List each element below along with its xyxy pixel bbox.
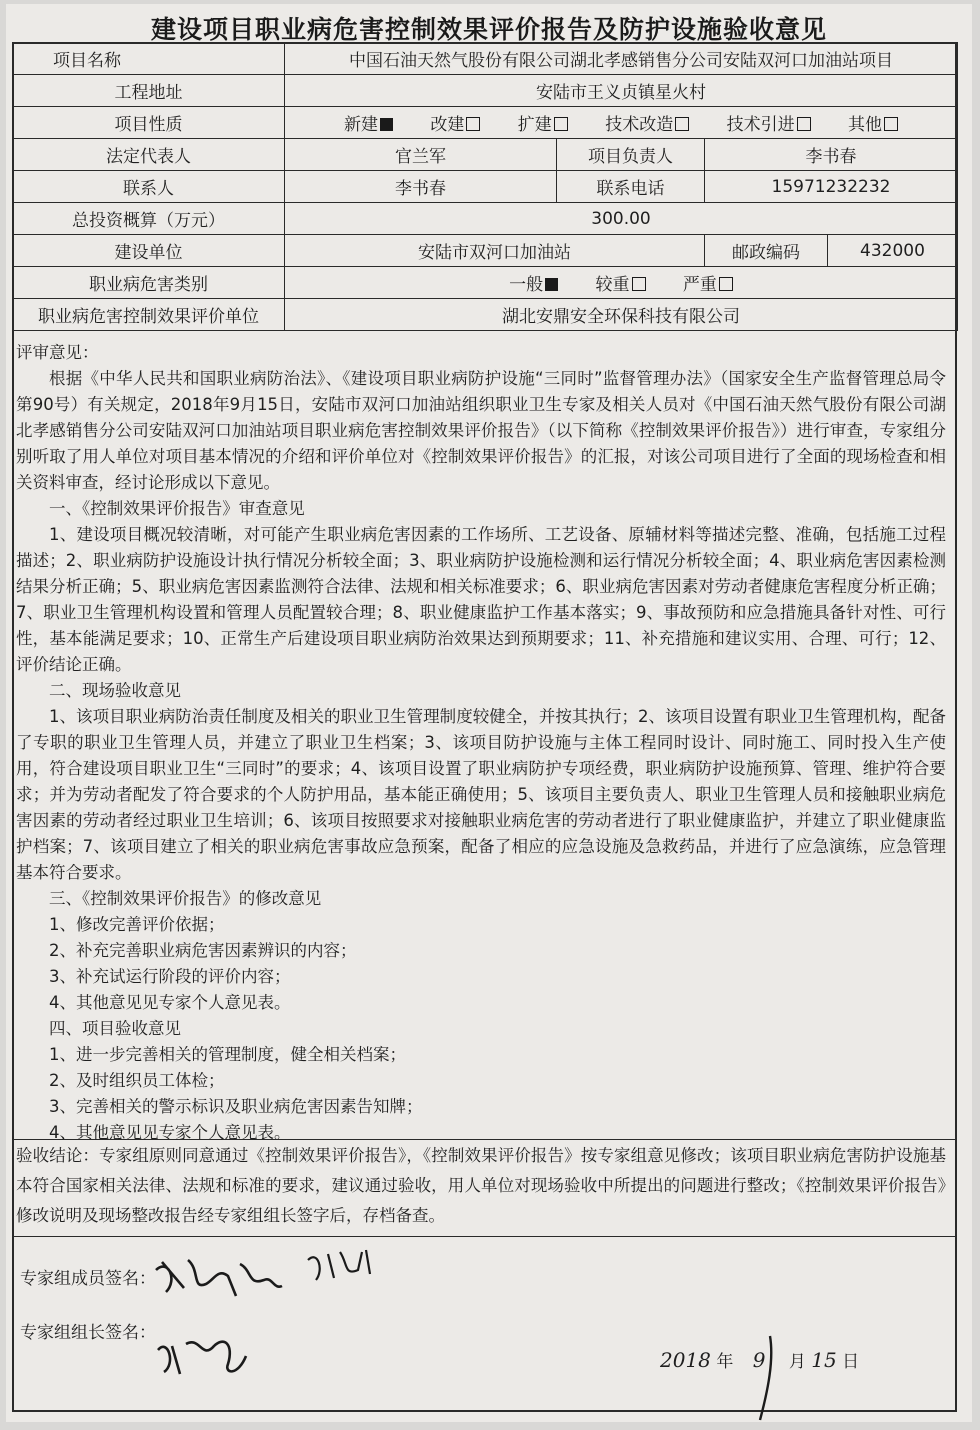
section-3-item: 2、补充完善职业病危害因素辨识的内容； <box>49 941 357 960</box>
date-day-unit: 日 <box>842 1352 860 1372</box>
date-year-unit: 年 <box>716 1352 734 1372</box>
checkbox-empty-icon <box>675 117 689 131</box>
section-4-item: 2、及时组织员工体检； <box>49 1071 225 1090</box>
investment-label: 总投资概算（万元） <box>13 203 285 235</box>
checkbox-checked-icon <box>380 118 393 131</box>
postcode-value: 432000 <box>828 235 958 267</box>
evaluator-value: 湖北安鼎安全环保科技有限公司 <box>285 299 958 331</box>
review-heading: 评审意见： <box>16 343 99 362</box>
conclusion-divider <box>12 1139 957 1140</box>
hazard-label: 职业病危害类别 <box>13 267 285 299</box>
phone-label: 联系电话 <box>557 171 705 203</box>
review-intro: 根据《中华人民共和国职业病防治法》、《建设项目职业病防护设施“三同时”监督管理办法》（国家安全生产监督管理总局令第90号）有关规定，2018年9月15日，安陆市双河口加油站组织职业卫生专家及相关人员对《中国石油天然气股份有限公司湖北孝感销售分公司安陆双河口加油站项目职业病危害控制效果评价报告》（以下简称《控制效果评价报告》）进行审查，专家组分别听取了用人单位对项目基本情况的介绍和评价单位对《控制效果评价报告》的汇报，对该公司项目进行了全面的现场检查和相关资料审查，经讨论形成以下意见。 <box>16 369 946 492</box>
section-3-item: 3、补充试运行阶段的评价内容； <box>49 967 291 986</box>
unit-value: 安陆市双河口加油站 <box>285 235 705 267</box>
date-pen-stroke <box>740 1330 780 1430</box>
date-month-unit: 月 <box>788 1352 806 1372</box>
phone-value: 15971232232 <box>705 171 958 203</box>
project-lead-label: 项目负责人 <box>557 139 705 171</box>
project-name-label: 项目名称 <box>13 43 285 75</box>
date-year: 2018 <box>660 1348 711 1372</box>
contact-value: 李书春 <box>285 171 557 203</box>
leader-signature-label: 专家组组长签名： <box>20 1323 156 1343</box>
legal-rep-value: 官兰军 <box>285 139 557 171</box>
nature-option-other: 其他 <box>848 115 898 135</box>
section-4-item: 4、其他意见见专家个人意见表。 <box>49 1123 291 1142</box>
nature-label: 项目性质 <box>13 107 285 139</box>
address-label: 工程地址 <box>13 75 285 107</box>
section-3-item: 1、修改完善评价依据； <box>49 915 225 934</box>
checkbox-empty-icon <box>554 117 568 131</box>
review-opinion <box>16 340 946 1146</box>
section-3-item: 4、其他意见见专家个人意见表。 <box>49 993 291 1012</box>
nature-option-expand: 扩建 <box>518 115 568 135</box>
project-info-table <box>12 42 958 331</box>
members-handwritten-signature <box>148 1240 388 1310</box>
section-3-title: 三、《控制效果评价报告》的修改意见 <box>49 889 322 908</box>
section-4-item: 1、进一步完善相关的管理制度，健全相关档案； <box>49 1045 406 1064</box>
leader-handwritten-signature <box>150 1316 260 1386</box>
hazard-option-general: 一般 <box>509 275 558 295</box>
project-name-value: 中国石油天然气股份有限公司湖北孝感销售分公司安陆双河口加油站项目 <box>285 43 958 75</box>
date-day: 15 <box>811 1348 837 1372</box>
hazard-option-serious: 较重 <box>596 275 646 295</box>
signature-date <box>660 1347 859 1372</box>
acceptance-conclusion: 验收结论：专家组原则同意通过《控制效果评价报告》，《控制效果评价报告》按专家组意见修改；该项目职业病危害防护设施基本符合国家相关法律、法规和标准的要求，建议通过验收，用人单位对现场验收中所提出的问题进行整改；《控制效果评价报告》修改说明及现场整改报告经专家组组长签字后，存档备查。 <box>16 1146 946 1225</box>
nature-options <box>285 107 958 139</box>
investment-value: 300.00 <box>285 203 958 235</box>
section-2-title: 二、现场验收意见 <box>49 681 181 700</box>
section-4-title: 四、项目验收意见 <box>49 1019 181 1038</box>
hazard-options <box>285 267 958 299</box>
nature-option-tech-upgrade: 技术改造 <box>605 115 689 135</box>
nature-option-rebuild: 改建 <box>430 115 480 135</box>
unit-label: 建设单位 <box>13 235 285 267</box>
signature-divider <box>12 1236 957 1237</box>
section-4-item: 3、完善相关的警示标识及职业病危害因素告知牌； <box>49 1097 423 1116</box>
checkbox-empty-icon <box>632 277 646 291</box>
legal-rep-label: 法定代表人 <box>13 139 285 171</box>
project-lead-value: 李书春 <box>705 139 958 171</box>
checkbox-checked-icon <box>545 278 558 291</box>
nature-option-tech-import: 技术引进 <box>727 115 811 135</box>
evaluator-label: 职业病危害控制效果评价单位 <box>13 299 285 331</box>
members-signature-label: 专家组成员签名： <box>20 1269 156 1289</box>
section-2-text: 1、该项目职业病防治责任制度及相关的职业卫生管理制度较健全，并按其执行；2、该项目设置有职业卫生管理机构，配备了专职的职业卫生管理人员，并建立了职业卫生档案；3、该项目防护设施与主体工程同时设计、同时施工、同时投入生产使用，符合建设项目职业卫生“三同时”的要求；4、该项目设置了职业病防护专项经费，职业病防护设施预算、管理、维护符合要求；并为劳动者配发了符合要求的个人防护用品，基本能正确使用；5、该项目主要负责人、职业卫生管理人员和接触职业病危害因素的劳动者经过职业卫生培训；6、该项目按照要求对接触职业病危害的劳动者进行了职业健康监护，并建立了职业健康监护档案；7、该项目建立了相关的职业病危害事故应急预案，配备了相应的应急设施及急救药品，并进行了应急演练，应急管理基本符合要求。 <box>16 707 946 882</box>
address-value: 安陆市王义贞镇星火村 <box>285 75 958 107</box>
section-1-title: 一、《控制效果评价报告》审查意见 <box>49 499 305 518</box>
date-month: 9 <box>752 1348 766 1372</box>
checkbox-empty-icon <box>466 117 480 131</box>
document-title: 建设项目职业病危害控制效果评价报告及防护设施验收意见 <box>150 15 827 44</box>
nature-option-new: 新建 <box>344 115 393 135</box>
hazard-option-severe: 严重 <box>683 275 733 295</box>
section-1-text: 1、建设项目概况较清晰，对可能产生职业病危害因素的工作场所、工艺设备、原辅材料等描述完整、准确，包括施工过程描述；2、职业病防护设施设计执行情况分析较全面；3、职业病防护设施检测和运行情况分析较全面；4、职业病危害因素检测结果分析正确；5、职业病危害因素监测符合法律、法规和相关标准要求；6、职业病危害因素对劳动者健康危害程度分析正确；7、职业卫生管理机构设置和管理人员配置较合理；8、职业健康监护工作基本落实；9、事故预防和应急措施具备针对性、可行性，基本能满足要求；10、正常生产后建设项目职业病防治效果达到预期要求；11、补充措施和建议实用、合理、可行；12、评价结论正确。 <box>16 525 946 674</box>
checkbox-empty-icon <box>797 117 811 131</box>
checkbox-empty-icon <box>884 117 898 131</box>
checkbox-empty-icon <box>719 277 733 291</box>
postcode-label: 邮政编码 <box>705 235 828 267</box>
contact-label: 联系人 <box>13 171 285 203</box>
